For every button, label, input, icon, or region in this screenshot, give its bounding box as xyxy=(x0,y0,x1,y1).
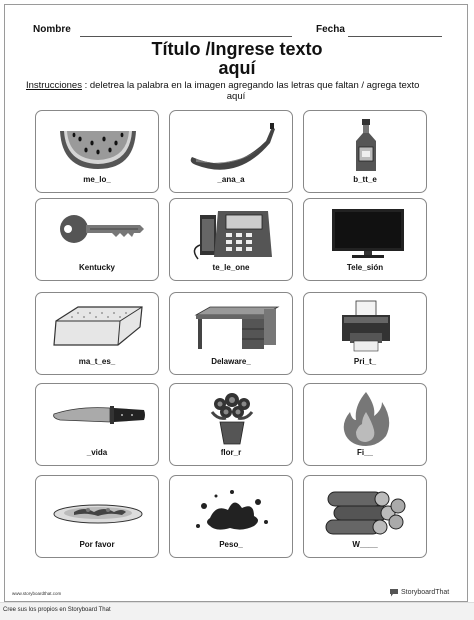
card-label: flor_r xyxy=(220,448,242,457)
picture-card xyxy=(169,475,293,558)
storyboardthat-logo xyxy=(389,586,449,598)
card-label: _vida xyxy=(86,448,108,457)
key-icon xyxy=(48,205,148,261)
picture-card xyxy=(35,110,159,193)
telephone-icon xyxy=(182,205,282,261)
card-label: _ana_a xyxy=(217,175,245,184)
mattress-icon xyxy=(48,299,148,355)
card-label: Por favor xyxy=(79,540,115,549)
instructions-text: : deletrea la palabra en la imagen agregando las letras que faltan / agrega texto xyxy=(81,80,420,91)
picture-card xyxy=(303,475,427,558)
picture-card xyxy=(303,383,427,466)
date-label: Fecha xyxy=(316,24,345,35)
name-label: Nombre xyxy=(33,24,71,35)
card-label: te_le_one xyxy=(212,263,250,272)
picture-card xyxy=(169,383,293,466)
watermelon-icon xyxy=(48,117,148,173)
picture-card xyxy=(35,292,159,375)
knife-icon xyxy=(48,390,148,446)
bottle-icon xyxy=(316,117,416,173)
card-label: W____ xyxy=(352,540,378,549)
page-title: Título /Ingrese texto aquí xyxy=(151,39,323,78)
picture-card xyxy=(303,292,427,375)
picture-card xyxy=(303,198,427,281)
date-line xyxy=(348,36,442,37)
footer-link[interactable]: Cree sus los propios en Storyboard That xyxy=(3,607,111,613)
card-label: Delaware_ xyxy=(211,357,251,366)
picture-card xyxy=(303,110,427,193)
logo-text: StoryboardThat xyxy=(401,588,450,596)
water-splash-icon xyxy=(182,482,282,538)
food-plate-icon xyxy=(48,482,148,538)
picture-card xyxy=(169,110,293,193)
footer-bar xyxy=(0,602,474,620)
picture-card xyxy=(35,383,159,466)
logs-icon xyxy=(316,482,416,538)
instructions-text-2: aquí xyxy=(226,91,246,102)
card-label: Pri_t_ xyxy=(353,357,377,366)
card-label: Peso_ xyxy=(219,540,243,549)
picture-card xyxy=(169,292,293,375)
instructions-key: Instrucciones xyxy=(26,80,82,91)
card-label: Tele_sión xyxy=(346,263,384,272)
desk-icon xyxy=(182,299,282,355)
instructions xyxy=(26,80,446,102)
card-label: b_tt_e xyxy=(353,175,377,184)
picture-card xyxy=(35,475,159,558)
banana-icon xyxy=(182,117,282,173)
printer-icon xyxy=(316,299,416,355)
name-line xyxy=(80,36,292,37)
speech-bubble-icon xyxy=(389,588,399,597)
fire-icon xyxy=(316,390,416,446)
website-link[interactable]: www.storyboardthat.com xyxy=(12,591,62,596)
picture-card xyxy=(35,198,159,281)
card-label: Fi__ xyxy=(356,448,373,457)
card-label: Kentucky xyxy=(78,263,115,272)
card-label: me_lo_ xyxy=(83,175,111,184)
television-icon xyxy=(316,205,416,261)
picture-card xyxy=(169,198,293,281)
card-label: ma_t_es_ xyxy=(78,357,116,366)
flower-pot-icon xyxy=(182,390,282,446)
